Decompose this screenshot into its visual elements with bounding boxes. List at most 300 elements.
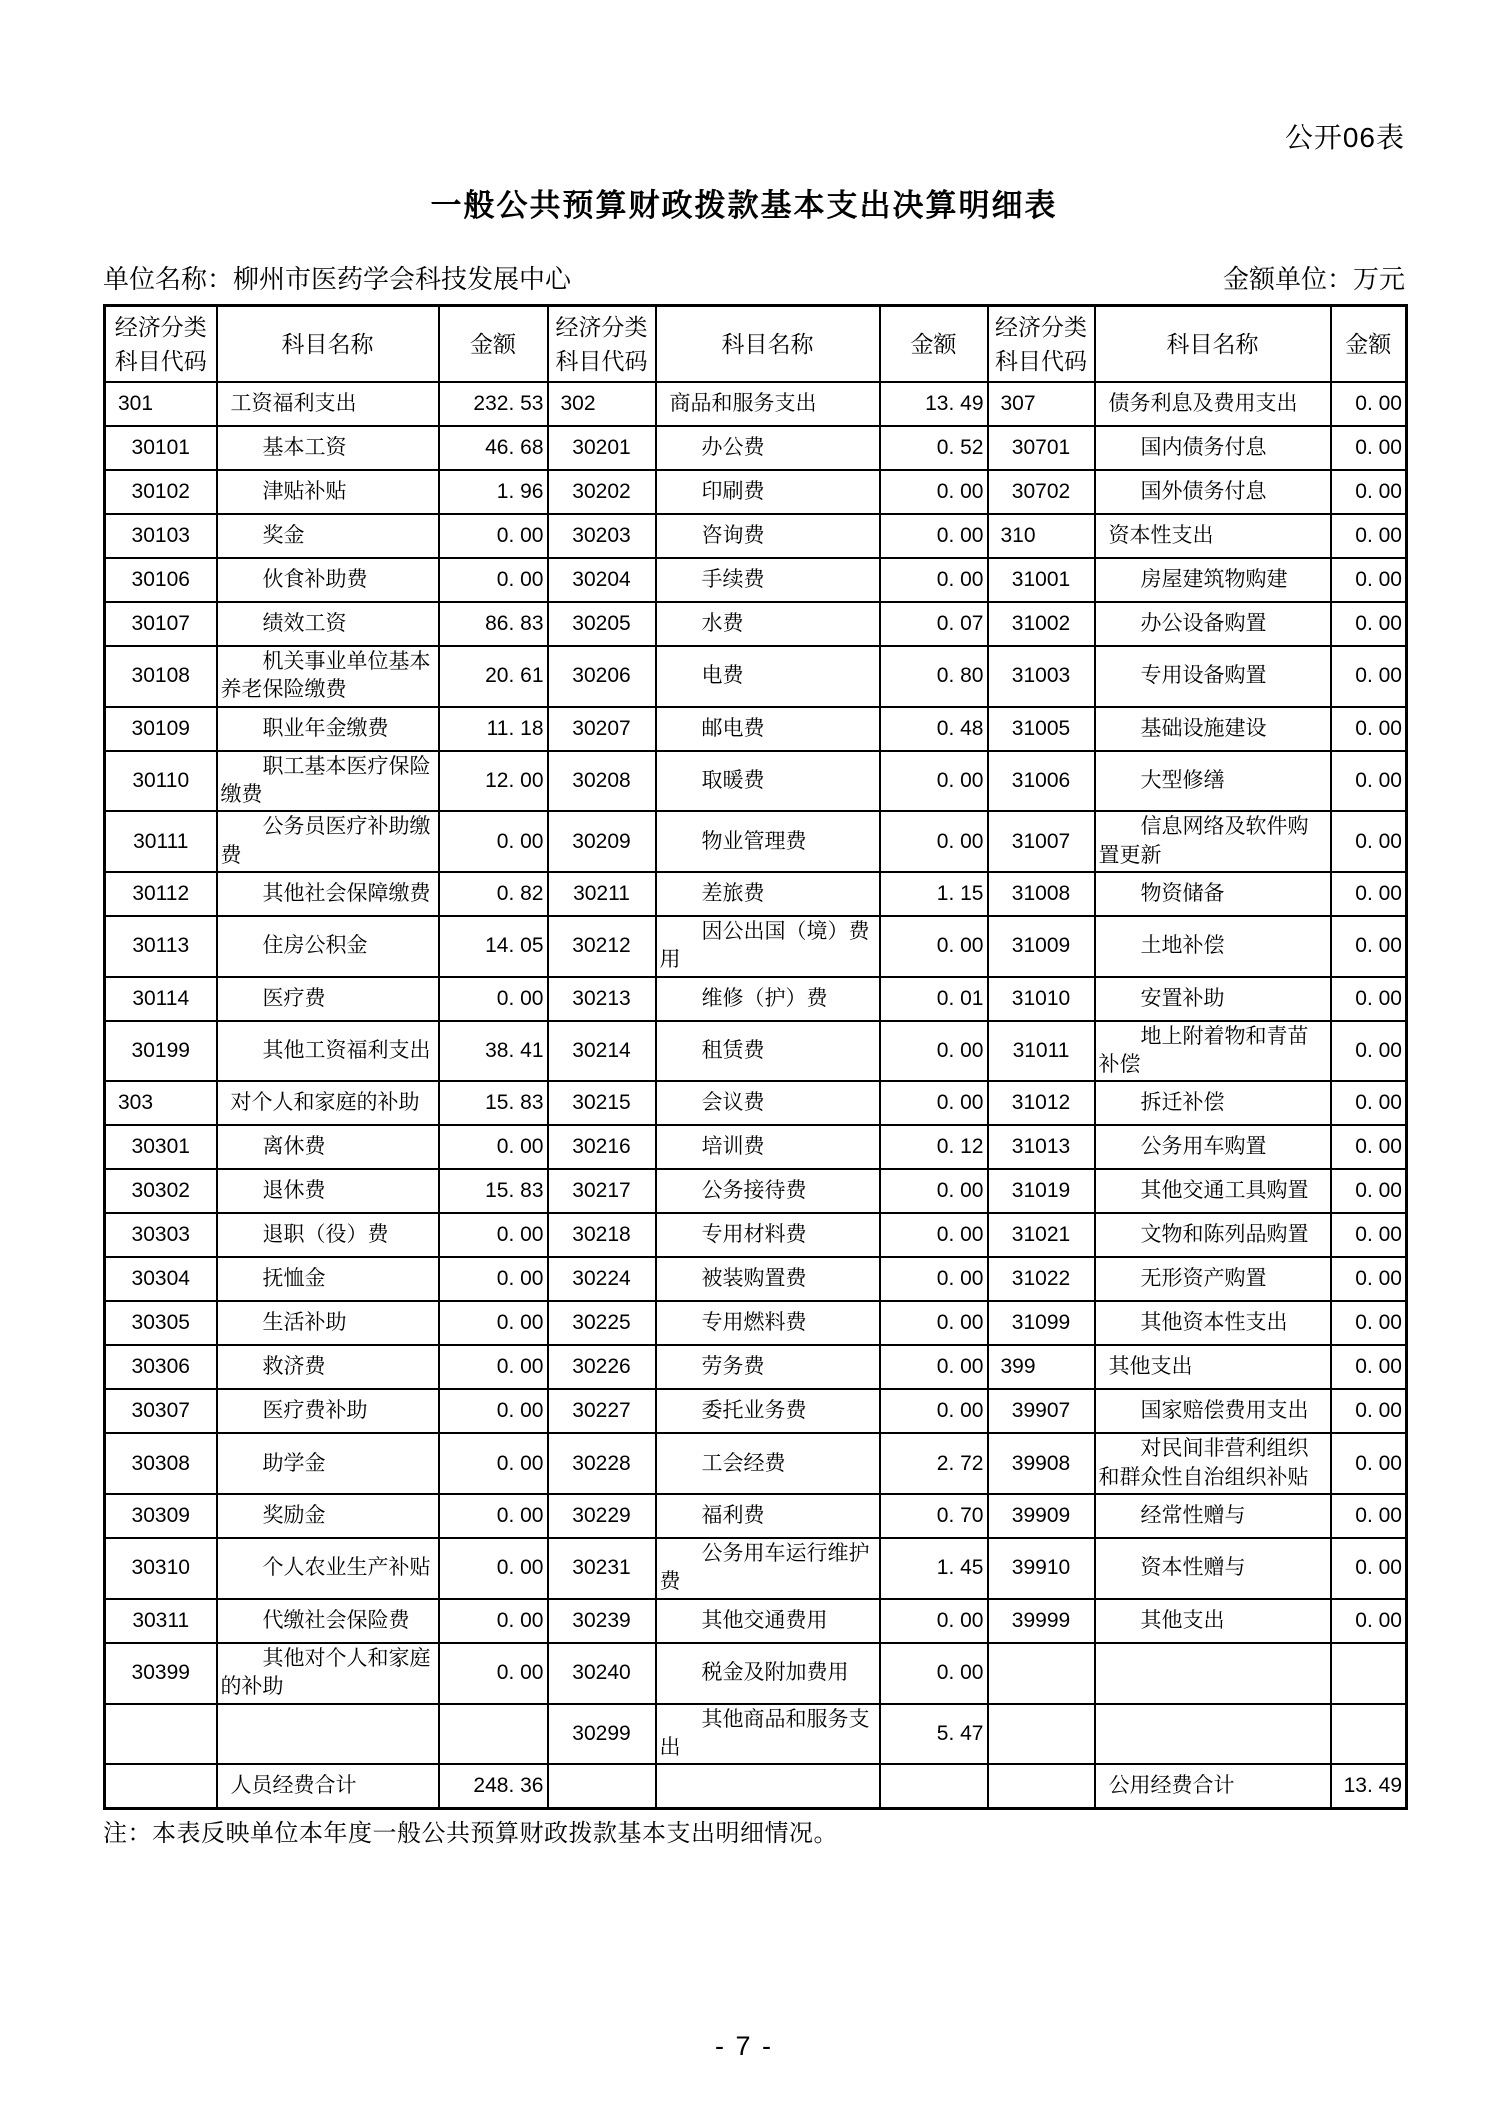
subject-name-cell: 其他资本性支出: [1095, 1301, 1331, 1345]
amount-cell: 0. 00: [1331, 1081, 1407, 1125]
code-cell: 39909: [988, 1494, 1095, 1538]
amount-cell: 14. 05: [439, 916, 548, 977]
code-cell: 30107: [105, 602, 217, 646]
code-cell: 30113: [105, 916, 217, 977]
code-cell: [548, 1764, 656, 1809]
code-cell: 30307: [105, 1389, 217, 1433]
code-header: 经济分类科目代码: [988, 306, 1095, 383]
subject-name-cell: 安置补助: [1095, 977, 1331, 1021]
subject-name-cell: 对个人和家庭的补助: [217, 1081, 439, 1125]
subject-name-cell: 医疗费: [217, 977, 439, 1021]
code-cell: 31006: [988, 751, 1095, 812]
amount-cell: 13. 49: [1331, 1764, 1407, 1809]
table-note: 注：本表反映单位本年度一般公共预算财政拨款基本支出明细情况。: [103, 1820, 838, 1848]
code-cell: [988, 1764, 1095, 1809]
table-row: [105, 1599, 1407, 1643]
code-cell: 31011: [988, 1021, 1095, 1082]
amount-cell: 0. 48: [880, 707, 988, 751]
code-cell: 31007: [988, 811, 1095, 872]
subject-name-cell: [1095, 1643, 1331, 1704]
subject-name-cell: 其他商品和服务支出: [656, 1704, 880, 1765]
subject-name-cell: 其他交通费用: [656, 1599, 880, 1643]
subject-name-cell: 其他社会保障缴费: [217, 872, 439, 916]
code-cell: [105, 1764, 217, 1809]
table-row: [105, 1643, 1407, 1704]
table-row: [105, 514, 1407, 558]
meta-row: [103, 259, 1405, 296]
subject-name-cell: 其他工资福利支出: [217, 1021, 439, 1082]
code-cell: 310: [988, 514, 1095, 558]
table-row: [105, 1257, 1407, 1301]
table-header: [105, 306, 1407, 383]
amount-cell: 0. 00: [439, 1125, 548, 1169]
code-cell: 31019: [988, 1169, 1095, 1213]
amount-cell: 13. 49: [880, 382, 988, 426]
subject-name-cell: 其他支出: [1095, 1345, 1331, 1389]
code-cell: 30311: [105, 1599, 217, 1643]
subject-name-cell: 手续费: [656, 558, 880, 602]
page-number: - 7 -: [714, 2031, 773, 2061]
amount-cell: 0. 00: [880, 1021, 988, 1082]
amount-cell: 0. 00: [1331, 1599, 1407, 1643]
amount-cell: 0. 00: [1331, 470, 1407, 514]
amount-cell: 15. 83: [439, 1081, 548, 1125]
subject-name-cell: 人员经费合计: [217, 1764, 439, 1809]
amount-cell: 1. 96: [439, 470, 548, 514]
subject-name-header: 科目名称: [217, 306, 439, 383]
code-cell: 30218: [548, 1213, 656, 1257]
subject-name-cell: 信息网络及软件购置更新: [1095, 811, 1331, 872]
amount-cell: 0. 00: [880, 916, 988, 977]
amount-cell: 0. 00: [1331, 751, 1407, 812]
code-cell: 30303: [105, 1213, 217, 1257]
table-row: [105, 916, 1407, 977]
code-cell: 30302: [105, 1169, 217, 1213]
amount-cell: 0. 00: [880, 1213, 988, 1257]
subject-name-cell: 商品和服务支出: [656, 382, 880, 426]
table-row: [105, 751, 1407, 812]
code-cell: 30204: [548, 558, 656, 602]
subject-name-cell: [217, 1704, 439, 1765]
amount-cell: 248. 36: [439, 1764, 548, 1809]
code-cell: 303: [105, 1081, 217, 1125]
subject-name-cell: 个人农业生产补贴: [217, 1538, 439, 1599]
amount-cell: 0. 70: [880, 1494, 988, 1538]
code-cell: 39908: [988, 1433, 1095, 1494]
code-cell: 30205: [548, 602, 656, 646]
subject-name-cell: 物资储备: [1095, 872, 1331, 916]
table-row: [105, 1345, 1407, 1389]
table-row: [105, 1021, 1407, 1082]
code-cell: 31009: [988, 916, 1095, 977]
amount-unit-label: 金额单位：万元: [1222, 264, 1405, 294]
code-cell: 31002: [988, 602, 1095, 646]
code-cell: 30214: [548, 1021, 656, 1082]
code-cell: [988, 1704, 1095, 1765]
amount-header: 金额: [1331, 306, 1407, 383]
code-cell: 30229: [548, 1494, 656, 1538]
table-row: [105, 1494, 1407, 1538]
subject-name-cell: 咨询费: [656, 514, 880, 558]
amount-cell: 0. 00: [880, 470, 988, 514]
code-cell: 31012: [988, 1081, 1095, 1125]
subject-name-cell: 工资福利支出: [217, 382, 439, 426]
code-cell: 30304: [105, 1257, 217, 1301]
subject-name-cell: 电费: [656, 646, 880, 707]
code-cell: 30701: [988, 426, 1095, 470]
code-cell: 307: [988, 382, 1095, 426]
table-row: [105, 707, 1407, 751]
amount-cell: 0. 00: [880, 1301, 988, 1345]
amount-cell: 0. 00: [439, 811, 548, 872]
code-cell: 30209: [548, 811, 656, 872]
code-cell: 30101: [105, 426, 217, 470]
subject-name-cell: 生活补助: [217, 1301, 439, 1345]
code-cell: 31013: [988, 1125, 1095, 1169]
amount-cell: 0. 00: [1331, 1213, 1407, 1257]
subject-name-cell: 资本性支出: [1095, 514, 1331, 558]
code-cell: 30228: [548, 1433, 656, 1494]
code-cell: 30239: [548, 1599, 656, 1643]
code-cell: 31021: [988, 1213, 1095, 1257]
subject-name-cell: 劳务费: [656, 1345, 880, 1389]
table-body: [105, 382, 1407, 1809]
subject-name-cell: 抚恤金: [217, 1257, 439, 1301]
amount-cell: 0. 00: [1331, 1021, 1407, 1082]
code-cell: 30110: [105, 751, 217, 812]
subject-name-cell: 差旅费: [656, 872, 880, 916]
amount-cell: 0. 00: [1331, 426, 1407, 470]
code-cell: 30399: [105, 1643, 217, 1704]
code-cell: 30102: [105, 470, 217, 514]
amount-cell: 0. 00: [880, 1169, 988, 1213]
subject-name-cell: [656, 1764, 880, 1809]
code-cell: 31022: [988, 1257, 1095, 1301]
table-row: [105, 646, 1407, 707]
subject-name-cell: 住房公积金: [217, 916, 439, 977]
code-cell: 30213: [548, 977, 656, 1021]
table-row: [105, 558, 1407, 602]
amount-cell: 2. 72: [880, 1433, 988, 1494]
table-wrap: [103, 304, 1405, 1848]
code-cell: 30231: [548, 1538, 656, 1599]
subject-name-cell: 离休费: [217, 1125, 439, 1169]
amount-cell: 0. 00: [1331, 811, 1407, 872]
subject-name-header: 科目名称: [656, 306, 880, 383]
amount-cell: 0. 00: [1331, 1301, 1407, 1345]
subject-name-cell: 地上附着物和青苗补偿: [1095, 1021, 1331, 1082]
subject-name-cell: 其他支出: [1095, 1599, 1331, 1643]
subject-name-cell: 文物和陈列品购置: [1095, 1213, 1331, 1257]
subject-name-cell: 因公出国（境）费用: [656, 916, 880, 977]
amount-cell: 0. 00: [1331, 1345, 1407, 1389]
amount-cell: 0. 01: [880, 977, 988, 1021]
amount-cell: 1. 45: [880, 1538, 988, 1599]
amount-cell: 0. 00: [439, 514, 548, 558]
amount-cell: 15. 83: [439, 1169, 548, 1213]
amount-cell: 0. 00: [439, 1345, 548, 1389]
subject-name-cell: 专用燃料费: [656, 1301, 880, 1345]
amount-cell: 0. 00: [1331, 1494, 1407, 1538]
subject-name-cell: 邮电费: [656, 707, 880, 751]
subject-name-cell: 福利费: [656, 1494, 880, 1538]
subject-name-cell: 退休费: [217, 1169, 439, 1213]
amount-cell: 46. 68: [439, 426, 548, 470]
subject-name-cell: [1095, 1704, 1331, 1765]
subject-name-cell: 租赁费: [656, 1021, 880, 1082]
code-cell: 30111: [105, 811, 217, 872]
subject-name-cell: 助学金: [217, 1433, 439, 1494]
amount-cell: 0. 00: [880, 811, 988, 872]
code-cell: 30310: [105, 1538, 217, 1599]
amount-cell: 12. 00: [439, 751, 548, 812]
amount-cell: 0. 00: [439, 1538, 548, 1599]
amount-cell: 0. 00: [439, 1433, 548, 1494]
amount-cell: 0. 00: [1331, 1433, 1407, 1494]
subject-name-cell: 基础设施建设: [1095, 707, 1331, 751]
amount-cell: 0. 00: [880, 1599, 988, 1643]
code-cell: 30217: [548, 1169, 656, 1213]
amount-cell: 11. 18: [439, 707, 548, 751]
amount-cell: 0. 00: [880, 514, 988, 558]
code-cell: 30112: [105, 872, 217, 916]
table-row: [105, 1704, 1407, 1765]
table-row: [105, 1125, 1407, 1169]
code-cell: 31010: [988, 977, 1095, 1021]
code-cell: 39999: [988, 1599, 1095, 1643]
code-cell: 30308: [105, 1433, 217, 1494]
subject-name-cell: 房屋建筑物购建: [1095, 558, 1331, 602]
subject-name-cell: 对民间非营利组织和群众性自治组织补贴: [1095, 1433, 1331, 1494]
code-cell: 30114: [105, 977, 217, 1021]
sheet-label: 公开06表: [1284, 122, 1405, 153]
amount-cell: 0. 00: [1331, 558, 1407, 602]
code-cell: 31005: [988, 707, 1095, 751]
amount-cell: 86. 83: [439, 602, 548, 646]
subject-name-cell: 物业管理费: [656, 811, 880, 872]
subject-name-cell: 伙食补助费: [217, 558, 439, 602]
table-row: [105, 1389, 1407, 1433]
subject-name-cell: 水费: [656, 602, 880, 646]
subject-name-cell: 工会经费: [656, 1433, 880, 1494]
code-cell: [988, 1643, 1095, 1704]
code-cell: 39907: [988, 1389, 1095, 1433]
amount-cell: [1331, 1704, 1407, 1765]
code-cell: 30301: [105, 1125, 217, 1169]
code-cell: 30109: [105, 707, 217, 751]
amount-cell: [880, 1764, 988, 1809]
table-row: [105, 382, 1407, 426]
code-cell: 39910: [988, 1538, 1095, 1599]
subject-name-cell: 公务用车运行维护费: [656, 1538, 880, 1599]
subject-name-cell: 国家赔偿费用支出: [1095, 1389, 1331, 1433]
code-cell: 399: [988, 1345, 1095, 1389]
subject-name-cell: 大型修缮: [1095, 751, 1331, 812]
subject-name-cell: 职工基本医疗保险缴费: [217, 751, 439, 812]
code-cell: 31008: [988, 872, 1095, 916]
table-row: [105, 1213, 1407, 1257]
code-cell: 30201: [548, 426, 656, 470]
amount-cell: 0. 00: [1331, 1169, 1407, 1213]
subject-name-cell: 办公设备购置: [1095, 602, 1331, 646]
amount-cell: 0. 00: [439, 977, 548, 1021]
subject-name-cell: 医疗费补助: [217, 1389, 439, 1433]
amount-cell: 0. 00: [880, 1345, 988, 1389]
code-cell: 30103: [105, 514, 217, 558]
subject-name-cell: 培训费: [656, 1125, 880, 1169]
subject-name-cell: 公务接待费: [656, 1169, 880, 1213]
code-cell: 30306: [105, 1345, 217, 1389]
amount-cell: 0. 00: [1331, 514, 1407, 558]
amount-cell: 0. 00: [880, 1643, 988, 1704]
code-cell: 30208: [548, 751, 656, 812]
subject-name-cell: 其他交通工具购置: [1095, 1169, 1331, 1213]
subject-name-cell: 维修（护）费: [656, 977, 880, 1021]
subject-name-cell: 公用经费合计: [1095, 1764, 1331, 1809]
amount-cell: 0. 07: [880, 602, 988, 646]
subject-name-cell: 税金及附加费用: [656, 1643, 880, 1704]
code-cell: 30202: [548, 470, 656, 514]
subject-name-cell: 资本性赠与: [1095, 1538, 1331, 1599]
amount-cell: 0. 00: [1331, 1389, 1407, 1433]
code-cell: 30108: [105, 646, 217, 707]
subject-name-cell: 专用材料费: [656, 1213, 880, 1257]
table-row: [105, 470, 1407, 514]
code-cell: 31001: [988, 558, 1095, 602]
amount-cell: 0. 00: [1331, 1538, 1407, 1599]
table-header-row: [105, 306, 1407, 383]
amount-cell: 0. 00: [1331, 916, 1407, 977]
subject-name-cell: 救济费: [217, 1345, 439, 1389]
code-cell: 30212: [548, 916, 656, 977]
table-row: [105, 977, 1407, 1021]
subject-name-header: 科目名称: [1095, 306, 1331, 383]
amount-cell: 0. 82: [439, 872, 548, 916]
amount-cell: 0. 00: [880, 558, 988, 602]
amount-cell: [439, 1704, 548, 1765]
subject-name-cell: 专用设备购置: [1095, 646, 1331, 707]
amount-cell: 0. 00: [1331, 1125, 1407, 1169]
subject-name-cell: 机关事业单位基本养老保险缴费: [217, 646, 439, 707]
subject-name-cell: 绩效工资: [217, 602, 439, 646]
amount-cell: 5. 47: [880, 1704, 988, 1765]
subject-name-cell: 职业年金缴费: [217, 707, 439, 751]
code-cell: 30207: [548, 707, 656, 751]
table-row: [105, 1301, 1407, 1345]
code-cell: 30702: [988, 470, 1095, 514]
amount-cell: 0. 00: [1331, 602, 1407, 646]
amount-cell: 0. 00: [880, 1389, 988, 1433]
table-row: [105, 811, 1407, 872]
code-cell: 30226: [548, 1345, 656, 1389]
code-cell: 30305: [105, 1301, 217, 1345]
code-cell: 30224: [548, 1257, 656, 1301]
amount-cell: 0. 00: [1331, 977, 1407, 1021]
subject-name-cell: 土地补偿: [1095, 916, 1331, 977]
unit-name-label: 单位名称：柳州市医药学会科技发展中心: [103, 264, 572, 294]
subject-name-cell: 办公费: [656, 426, 880, 470]
code-cell: 30206: [548, 646, 656, 707]
amount-cell: 0. 00: [439, 1643, 548, 1704]
subject-name-cell: 委托业务费: [656, 1389, 880, 1433]
amount-cell: 0. 52: [880, 426, 988, 470]
code-cell: 302: [548, 382, 656, 426]
amount-cell: 0. 00: [439, 1257, 548, 1301]
code-cell: 301: [105, 382, 217, 426]
amount-cell: 0. 00: [439, 1494, 548, 1538]
amount-cell: 0. 00: [439, 1301, 548, 1345]
amount-cell: 0. 00: [439, 1599, 548, 1643]
subject-name-cell: 退职（役）费: [217, 1213, 439, 1257]
amount-cell: 0. 00: [439, 558, 548, 602]
page-title: 一般公共预算财政拨款基本支出决算明细表: [430, 188, 1058, 223]
subject-name-cell: 取暖费: [656, 751, 880, 812]
amount-cell: 0. 80: [880, 646, 988, 707]
table-row: [105, 872, 1407, 916]
amount-header: 金额: [439, 306, 548, 383]
subject-name-cell: 经常性赠与: [1095, 1494, 1331, 1538]
subject-name-cell: 印刷费: [656, 470, 880, 514]
subject-name-cell: 代缴社会保险费: [217, 1599, 439, 1643]
amount-cell: 0. 00: [1331, 707, 1407, 751]
code-cell: 30211: [548, 872, 656, 916]
expenditure-table: [103, 304, 1408, 1810]
subject-name-cell: 会议费: [656, 1081, 880, 1125]
amount-cell: 20. 61: [439, 646, 548, 707]
code-cell: 30225: [548, 1301, 656, 1345]
subject-name-cell: 津贴补贴: [217, 470, 439, 514]
subject-name-cell: 奖励金: [217, 1494, 439, 1538]
table-row: [105, 602, 1407, 646]
code-header: 经济分类科目代码: [105, 306, 217, 383]
amount-cell: 0. 00: [1331, 872, 1407, 916]
amount-cell: 0. 00: [880, 751, 988, 812]
amount-cell: 38. 41: [439, 1021, 548, 1082]
subject-name-cell: 债务利息及费用支出: [1095, 382, 1331, 426]
amount-cell: 0. 00: [439, 1213, 548, 1257]
subject-name-cell: 无形资产购置: [1095, 1257, 1331, 1301]
code-cell: 30216: [548, 1125, 656, 1169]
code-cell: 30199: [105, 1021, 217, 1082]
table-row: [105, 1433, 1407, 1494]
code-cell: 30240: [548, 1643, 656, 1704]
amount-cell: 0. 00: [880, 1081, 988, 1125]
code-cell: 30203: [548, 514, 656, 558]
amount-cell: [1331, 1643, 1407, 1704]
subject-name-cell: 基本工资: [217, 426, 439, 470]
subject-name-cell: 公务员医疗补助缴费: [217, 811, 439, 872]
amount-cell: 0. 00: [880, 1257, 988, 1301]
code-cell: 30106: [105, 558, 217, 602]
table-row: [105, 1764, 1407, 1809]
code-cell: [105, 1704, 217, 1765]
amount-cell: 0. 00: [1331, 1257, 1407, 1301]
subject-name-cell: 国外债务付息: [1095, 470, 1331, 514]
code-header: 经济分类科目代码: [548, 306, 656, 383]
code-cell: 30227: [548, 1389, 656, 1433]
code-cell: 31003: [988, 646, 1095, 707]
code-cell: 31099: [988, 1301, 1095, 1345]
table-row: [105, 1081, 1407, 1125]
subject-name-cell: 奖金: [217, 514, 439, 558]
code-cell: 30299: [548, 1704, 656, 1765]
subject-name-cell: 其他对个人和家庭的补助: [217, 1643, 439, 1704]
subject-name-cell: 拆迁补偿: [1095, 1081, 1331, 1125]
amount-cell: 0. 00: [1331, 646, 1407, 707]
amount-cell: 1. 15: [880, 872, 988, 916]
code-cell: 30309: [105, 1494, 217, 1538]
amount-cell: 0. 00: [1331, 382, 1407, 426]
